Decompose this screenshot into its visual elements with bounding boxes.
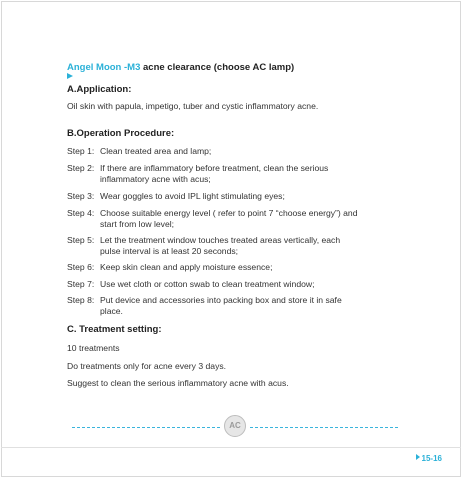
divider-right xyxy=(250,427,398,428)
step-number: Step 7: xyxy=(67,279,95,289)
section-c-heading: C. Treatment setting: xyxy=(67,324,162,335)
step-text: If there are inflammatory before treatment, clean the serious xyxy=(100,163,329,173)
section-a-text: Oil skin with papula, impetigo, tuber and cystic inflammatory acne. xyxy=(67,101,319,111)
ac-badge-icon: AC xyxy=(224,415,246,437)
footer-rule xyxy=(1,447,461,448)
step-number: Step 1: xyxy=(67,146,95,156)
step-text: Clean treated area and lamp; xyxy=(100,146,212,156)
step-text-continued: pulse interval is at least 20 seconds; xyxy=(100,246,239,256)
step-3 xyxy=(67,191,387,202)
page-number-text: 15-16 xyxy=(421,454,442,463)
content xyxy=(67,62,437,388)
setting-line-3: Suggest to clean the serious inflammatory acne with acus. xyxy=(67,378,289,388)
section-a-heading: A.Application: xyxy=(67,84,132,95)
page-arrow-icon xyxy=(416,454,420,460)
step-number: Step 6: xyxy=(67,262,95,272)
step-7 xyxy=(67,279,387,290)
step-text: Keep skin clean and apply moisture essence; xyxy=(100,262,273,272)
title-brand: Angel Moon -M3 xyxy=(67,62,141,73)
step-text-continued: start from low level; xyxy=(100,219,175,229)
step-number: Step 3: xyxy=(67,191,95,201)
section-b-heading: B.Operation Procedure: xyxy=(67,128,175,139)
step-text: Choose suitable energy level ( refer to point 7 “choose energy”) and xyxy=(100,208,358,218)
step-2 xyxy=(67,163,387,185)
step-number: Step 2: xyxy=(67,163,95,173)
step-number: Step 8: xyxy=(67,295,95,305)
step-text-continued: place. xyxy=(100,306,123,316)
step-4 xyxy=(67,208,387,230)
step-5 xyxy=(67,235,387,257)
step-text: Let the treatment window touches treated areas vertically, each xyxy=(100,235,341,245)
step-number: Step 5: xyxy=(67,235,95,245)
step-text: Put device and accessories into packing box and store it in safe xyxy=(100,295,342,305)
step-1 xyxy=(67,146,387,157)
setting-line-2: Do treatments only for acne every 3 days. xyxy=(67,361,227,371)
divider-left xyxy=(72,427,220,428)
step-text: Use wet cloth or cotton swab to clean treatment window; xyxy=(100,279,315,289)
step-number: Step 4: xyxy=(67,208,95,218)
setting-line-1: 10 treatments xyxy=(67,343,120,353)
page-number xyxy=(416,454,442,463)
step-text: Wear goggles to avoid IPL light stimulating eyes; xyxy=(100,191,285,201)
page-title xyxy=(67,62,437,73)
step-text-continued: inflammatory acne with acus; xyxy=(100,174,211,184)
arrow-icon xyxy=(67,73,73,79)
step-8 xyxy=(67,295,387,317)
step-6 xyxy=(67,262,387,273)
title-rest: acne clearance (choose AC lamp) xyxy=(143,62,295,73)
